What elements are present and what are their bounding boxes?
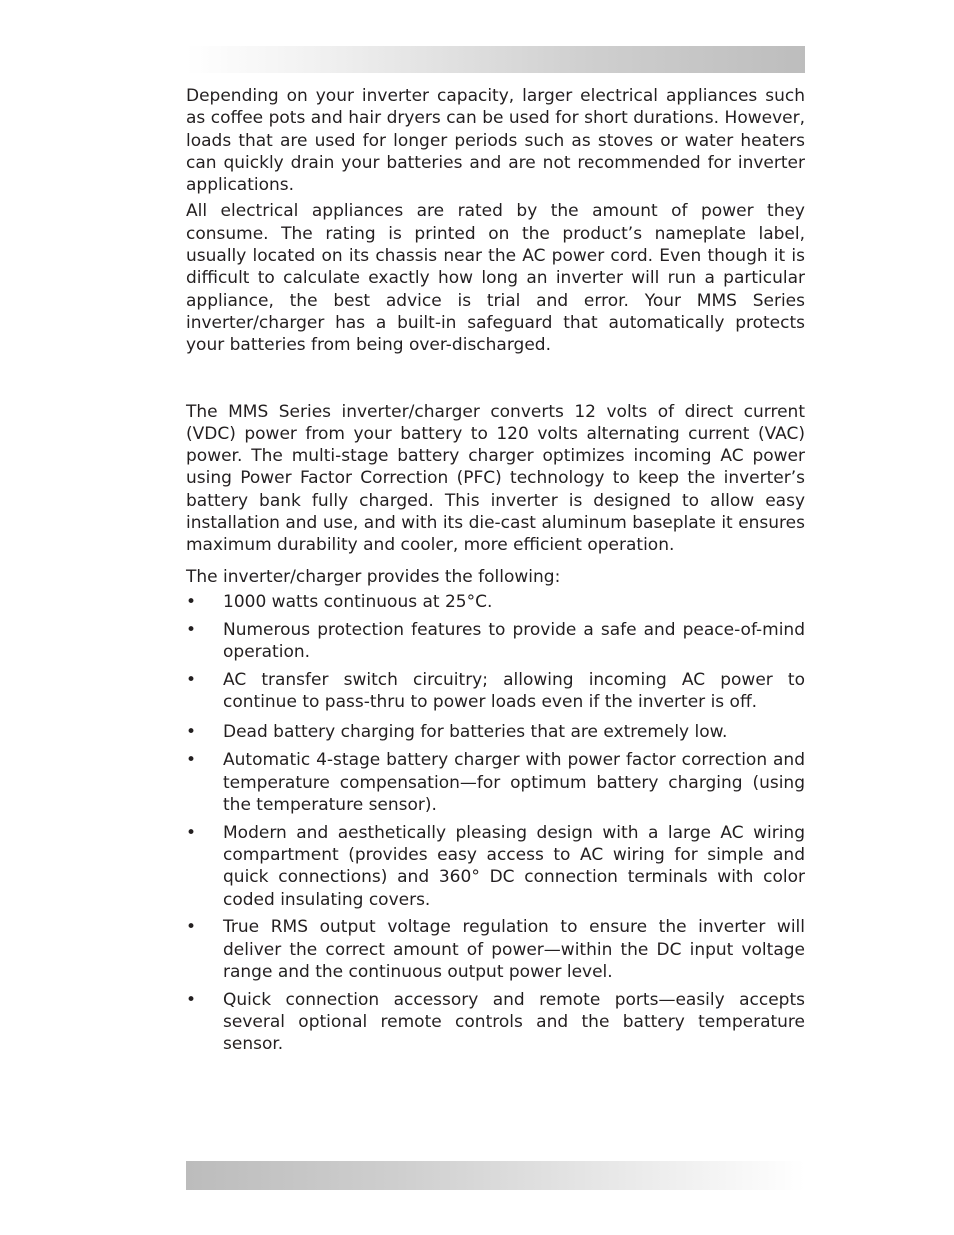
bullet-icon: • (186, 822, 197, 843)
list-item (186, 669, 805, 714)
list-item (186, 619, 805, 664)
list-item (186, 749, 805, 816)
paragraph-ratings: All electrical appliances are rated by the amount of power they consume. The rating is printed on the product’s nameplate label, usually located on its chassis near the AC power cord. Even though it is difficult to calculate exactly how long an inverter will run a particular appliance, the best advice is trial and error. Your MMS Series inverter/charger has a built-in safeguard that automatically protects your batteries from being over-discharged. (186, 201, 805, 356)
footer-bar (186, 1161, 805, 1190)
bullet-icon: • (186, 989, 197, 1010)
paragraph-overview: The MMS Series inverter/charger converts 12 volts of direct current (VDC) power from your battery to 120 volts alternating current (VAC) power. The multi-stage battery charger optimizes incoming AC power using Power Factor Correction (PFC) technology to keep the inverter’s battery bank fully charged. This inverter is designed to allow easy installation and use, and with its die-cast aluminum baseplate it ensures maximum durability and cooler, more efficient operation. (186, 401, 805, 556)
list-item-text: True RMS output voltage regulation to ensure the inverter will deliver the correct amount of power—within the DC input voltage range and the continuous output power level. (223, 917, 805, 982)
bullet-icon: • (186, 619, 197, 640)
bullet-icon: • (186, 750, 197, 771)
bullet-icon: • (186, 722, 197, 743)
bullet-icon: • (186, 591, 197, 612)
list-item (186, 916, 805, 983)
list-item-text: Automatic 4-stage battery charger with power factor correction and temperature compensation—for optimum battery charging (using the temperature sensor). (223, 750, 805, 815)
list-item (186, 591, 805, 613)
list-item (186, 989, 805, 1056)
paragraph-appliances: Depending on your inverter capacity, larger electrical appliances such as coffee pots and hair dryers can be used for short durations. However, loads that are used for longer periods such as stoves or water heaters can quickly drain your batteries and are not recommended for inverter applications. (186, 86, 805, 196)
features-list (186, 591, 805, 1056)
list-item-text: Quick connection accessory and remote ports—easily accepts several optional remote controls and the battery temperature sensor. (223, 989, 805, 1055)
header-bar (186, 46, 805, 73)
list-item (186, 721, 805, 743)
list-item-text: 1000 watts continuous at 25°C. (223, 591, 493, 612)
list-item-text: Modern and aesthetically pleasing design with a large AC wiring compartment (provides easy access to AC wiring for simple and quick connections) and 360° DC connection terminals with color coded insulating covers. (223, 822, 805, 910)
list-item (186, 822, 805, 911)
bullet-icon: • (186, 669, 197, 690)
list-item-text: Dead battery charging for batteries that are extremely low. (223, 722, 728, 743)
paragraph-features-intro: The inverter/charger provides the following: (186, 566, 561, 587)
list-item-text: Numerous protection features to provide a safe and peace-of-mind operation. (223, 619, 805, 663)
bullet-icon: • (186, 917, 197, 938)
page-content (186, 85, 805, 1061)
list-item-text: AC transfer switch circuitry; allowing incoming AC power to continue to pass-thru to power loads even if the inverter is off. (223, 669, 805, 713)
